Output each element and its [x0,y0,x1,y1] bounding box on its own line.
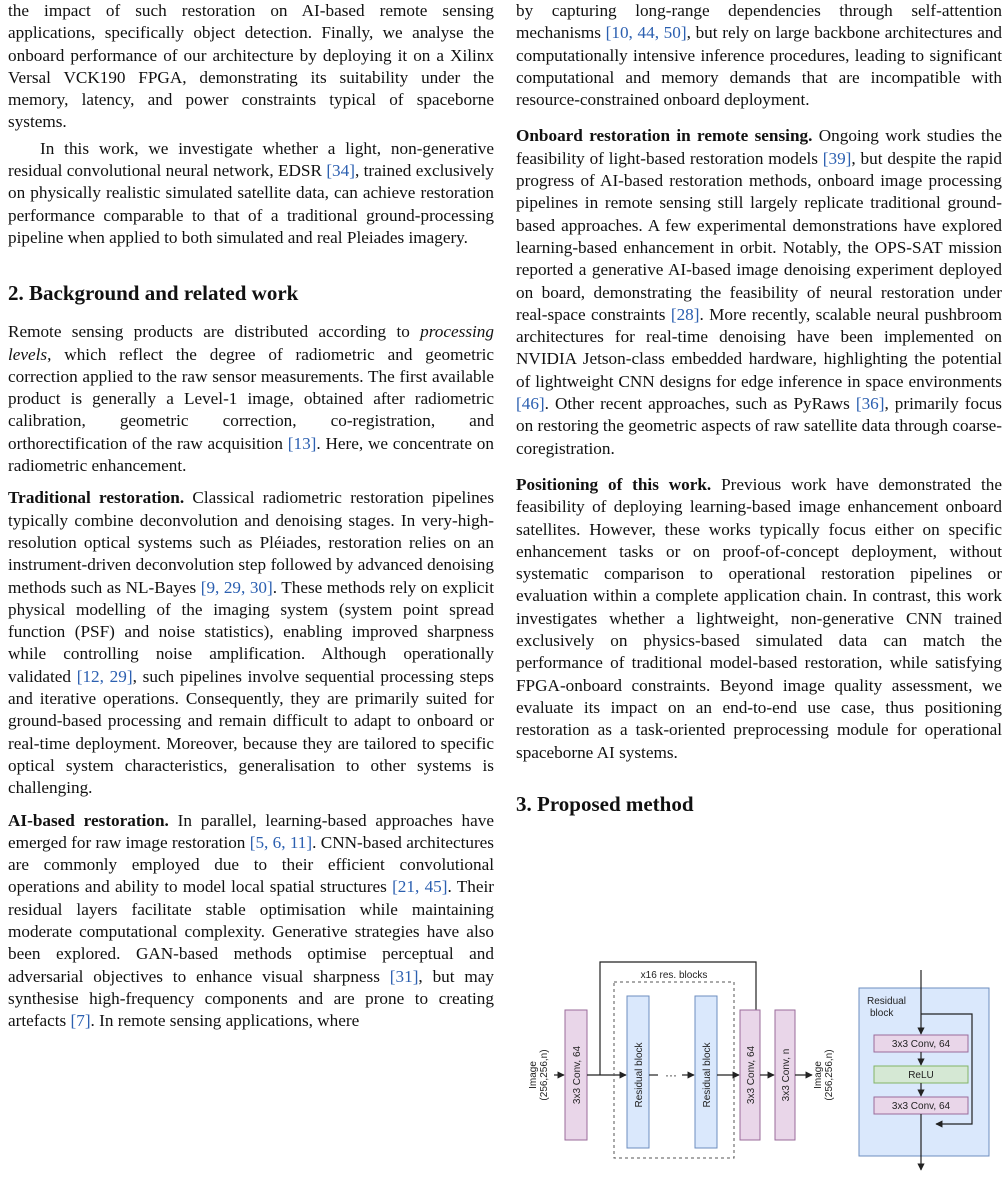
output-image-label [813,1049,835,1100]
svg-text:Residual block: Residual block [702,1042,713,1108]
paragraph-title: Positioning of this work. [516,474,712,494]
detail-conv-2 [874,1097,968,1114]
citation-link[interactable]: [34] [326,161,355,181]
background-paragraph: Remote sensing products are distributed according to processing levels, which reflect the degree of radiometric and geometric correction applied to the raw sensor measurements. The first available product is generally a Level-1 image, obtained after radiometric calibration, geometric correction, co-registration, and orthorectification of the raw acquisition [13]. Here, we concentrate on radiometric enhancement. [8,322,494,476]
svg-text:3x3 Conv, 64: 3x3 Conv, 64 [746,1045,757,1105]
citation-link[interactable]: [10, 44, 50] [605,23,687,43]
left-column [8,0,494,1032]
right-column [516,0,1002,818]
paragraph-title: AI-based restoration. [8,810,169,830]
intro-paragraph: the impact of such restoration on AI-based remote sensing applications, specifically object detection. Finally, we analyse the onboard performance of our architecture by deploying it on a Xilinx Versal VCK190 FPGA, demonstrating its suitability under the memory, latency, and power constraints typical of spaceborne systems. [8,1,494,132]
citation-link[interactable]: [39] [822,148,852,168]
svg-text:Image: Image [528,1061,539,1089]
svg-text:Residual: Residual [867,996,906,1007]
svg-text:3x3 Conv, 64: 3x3 Conv, 64 [572,1045,583,1105]
section-heading: 2. Background and related work [8,281,299,306]
conv-block-middle [740,1010,760,1140]
ellipsis-icon: ··· [665,1068,677,1082]
detail-relu [874,1066,968,1083]
input-image-label [528,1049,550,1100]
svg-text:ReLU: ReLU [908,1070,934,1081]
svg-text:block: block [870,1008,894,1019]
section-heading: 3. Proposed method [516,791,694,816]
onboard-restoration-paragraph: Onboard restoration in remote sensing. Ongoing work studies the feasibility of light-based restoration models [39], but despite the rapid progress of AI-based restoration methods, onboard image processing pipelines in remote sensing still largely replicate traditional ground-based approaches. A few experimental demonstrations have explored learning-based enhancement in orbit. Notably, the OPS-SAT mission reported a generative AI-based image denoising experiment deployed on board, demonstrating the feasibility of neural restoration under real-space constraints [28]. More recently, scalable neural pushbroom architectures for real-time denoising have been implemented on NVIDIA Jetson-class embedded hardware, highlighting the potential of lightweight CNN designs for edge inference in space environments [46]. Other recent approaches, such as PyRaws [36], primarily focus on restoring the geometric aspects of raw satellite data through coarse-coregistration. [516,126,1002,458]
citation-link[interactable]: [12, 29] [76,666,133,686]
continued-paragraph: by capturing long-range dependencies through self-attention mechanisms [10, 44, 50], but rely on large backbone architectures and computationally intensive inference procedures, leading to significant computational and memory demands that are incompatible with resource-constrained onboard deployment. [516,1,1003,110]
svg-text:3x3 Conv, 64: 3x3 Conv, 64 [891,1101,951,1112]
citation-link[interactable]: [13] [287,433,317,453]
citation-link[interactable]: [21, 45] [392,877,448,897]
residual-block-1 [627,996,649,1148]
citation-link[interactable]: [36] [855,394,885,414]
svg-text:Image: Image [813,1061,824,1089]
citation-link[interactable]: [5, 6, 11] [249,832,313,852]
paragraph-title: Onboard restoration in remote sensing. [516,126,813,146]
residual-block-2 [695,996,717,1148]
svg-text:x16 res. blocks: x16 res. blocks [640,970,708,981]
conv-block-last [775,1010,795,1140]
citation-link[interactable]: [31] [389,966,419,986]
residual-block-detail [859,970,989,1170]
citation-link[interactable]: [7] [70,1011,91,1031]
svg-text:3x3 Conv, n: 3x3 Conv, n [781,1048,792,1102]
intro-paragraph-2: In this work, we investigate whether a light, non-generative residual convolutional neural network, EDSR [34], trained exclusively on physically realistic simulated satellite data, can achieve restoration performance comparable to that of a traditional ground-processing pipeline when applied to both simulated and real Pleiades imagery. [8,138,494,247]
svg-text:(256,256,n): (256,256,n) [824,1049,835,1101]
architecture-diagram [516,900,1002,1193]
paragraph-title: Traditional restoration. [8,488,185,508]
conv-block-first [565,1010,587,1140]
detail-conv-1 [874,1035,968,1052]
positioning-paragraph: Positioning of this work. Previous work have demonstrated the feasibility of deploying learning-based image enhancement onboard satellites. However, these works typically focus either on specific enhancement tasks or on proof-of-concept deployment, without systematic comparison to operational restoration pipelines or evaluation within a complete application chain. In contrast, this work investigates whether a lightweight, non-generative CNN trained exclusively on physics-based simulated data can match the performance of traditional model-based restoration, while satisfying FPGA-onboard constraints. Beyond image quality assessment, we evaluate its impact on an end-to-end use case, thus positioning restoration as a task-oriented preprocessing module for operational spaceborne AI systems. [516,474,1002,762]
citation-link[interactable]: [9, 29, 30] [200,577,273,597]
architecture-figure [516,900,1002,1193]
svg-text:3x3 Conv, 64: 3x3 Conv, 64 [891,1039,951,1050]
ai-restoration-paragraph: AI-based restoration. In parallel, learning-based approaches have emerged for raw image restoration [5, 6, 11]. CNN-based architectures are commonly employed due to their efficient convolutional operations and ability to model local spatial structures [21, 45]. Their residual layers facilitate stable optimisation while maintaining moderate computational complexity. Generative strategies have also been explored. GAN-based methods optimise perceptual and adversarial objectives to enhance visual sharpness [31], but may synthesise high-frequency components and are prone to creating artefacts [7]. In remote sensing applications, where [8,810,494,1031]
svg-text:(256,256,n): (256,256,n) [539,1049,550,1101]
citation-link[interactable]: [28] [670,304,700,324]
traditional-restoration-paragraph: Traditional restoration. Classical radiometric restoration pipelines typically combine deconvolution and denoising stages. In very-high-resolution optical systems such as Pléiades, restoration relies on an instrument-driven deconvolution step followed by advanced denoising methods such as NL-Bayes [9, 29, 30]. These methods rely on explicit physical modelling of the imaging system (system point spread function (PSF) and noise statistics), enabling improved sharpness while controlling noise amplification. Although operationally validated [12, 29], such pipelines involve sequential processing steps and iterative operations. Consequently, they are primarily suited for ground-based processing and remain difficult to adapt to onboard or real-time deployment. Moreover, because they are tailored to specific optical system characteristics, generalisation to other systems is challenging. [8,488,495,798]
svg-text:Residual block: Residual block [634,1042,645,1108]
citation-link[interactable]: [46] [516,394,545,414]
